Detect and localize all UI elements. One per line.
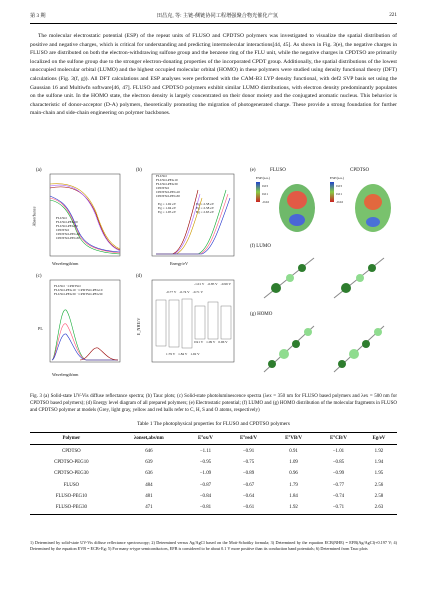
- cb-level-label: -0.71 V: [192, 290, 203, 294]
- panel-a-chart: [40, 170, 124, 270]
- panel-b-xlabel: Energy/eV: [170, 261, 189, 266]
- legend-item: FLUSO-PEG30: [56, 224, 78, 228]
- homo-orbital-image: [254, 320, 394, 380]
- table-cell: 1.95: [374, 471, 384, 477]
- table-cell: 639: [145, 459, 153, 465]
- bandgap-label: Eg = 1.94 eV: [158, 206, 177, 210]
- panel-c-legend: FLUSO · CPDTSO FLUSO-PEG10 · CPDTSO-PEG10 FLUSO-PEG30 · CPDTSO-PEG30: [54, 284, 103, 296]
- table-cell: 0.91: [289, 448, 298, 454]
- legend-item: CPDTSO-PEG30: [56, 236, 80, 240]
- table-cell: 646: [145, 448, 153, 454]
- table-cell: 484: [145, 482, 153, 488]
- table-row: [30, 445, 397, 457]
- table-cell: CPDTSO-PEG30: [54, 471, 89, 477]
- table-cell: −0.85: [332, 459, 345, 465]
- table-cell: −0.81: [199, 505, 212, 511]
- header-page-number: 221: [389, 12, 397, 18]
- panel-e-cpdtso-title: CPDTSO: [350, 168, 370, 173]
- panel-g-label: (g) HOMO: [250, 312, 273, 317]
- body-paragraph: The molecular electrostatic potential (ESP) of the repeat units of FLUSO and CPDTSO polymers was investigated to visualize the spatial distribution of positive and negative charges, which is critical for understanding and predicting intermolecular interactions[44, 45]. As shown in Fig. 3(e), the negative charges in FLUSO are distributed on both the electron-withdrawing sulfone group and the benzene ring of the FLU unit, while the negative charges in CPDTSO are primarily localized on the sulfone group due to the stronger electron-donating properties of the incorporated CPDT group. Additionally, the spatial distributions of the lowest unoccupied molecular orbital (LUMO) and the highest occupied molecular orbital (HOMO) in these polymers were studied using density functional theory (DFT) calculations (Fig. 3(f, g)). All DFT calculations and ESP analyses were performed with the CAM-B3 LYP density functional, with def2 SVP basis set using the Gaussian 16 and Multiwfn software[46, 47]. FLUSO and CPDTSO polymers exhibit similar LUMO distributions, with electron density predominantly populates on the sulfone unit. In the HOMO state, the electron density is largely concentrated on their donor moiety and the conjugated aromatic nucleus. This behavior is characteristic of donor-acceptor (D-A) polymers, theoretically promoting the migration of photogenerated charge. These provide a strong foundation for further main-chain and side-chain engineering on polymer backbones.: [30, 33, 397, 117]
- panel-a-legend: [56, 216, 80, 240]
- table-cell: FLUSO: [63, 482, 80, 488]
- panel-e-fluso-title: FLUSO: [270, 168, 286, 173]
- column-header: Eg/eV: [372, 436, 386, 442]
- table-cell: FLUSO-PEG10: [55, 494, 87, 500]
- panel-a-xlabel: Wavelength/nm: [52, 261, 79, 266]
- esp-scale-value: 0.03: [262, 184, 268, 188]
- cb-level-label: -1.01 V: [194, 282, 205, 286]
- table-cell: −0.95: [199, 459, 212, 465]
- legend-item: FLUSO-PEG30: [54, 292, 76, 296]
- panel-d-ylabel: E_NHE/V: [136, 317, 142, 336]
- panel-f-label: (f) LUMO: [250, 244, 271, 249]
- column-header: Polymer: [62, 436, 81, 442]
- bandgap-label: Eg = 2.58 eV: [196, 206, 215, 210]
- vb-level-label: 1.84 V: [178, 352, 188, 356]
- table-cell: 1.92: [289, 505, 298, 511]
- vb-level-label: 1.09 V: [206, 340, 216, 344]
- legend-item: CPDTSO-PEG30: [78, 292, 103, 296]
- legend-item: FLUSO: [54, 284, 65, 288]
- table-cell: CPDTSO-PEG10: [54, 459, 89, 465]
- table-cell: 471: [145, 505, 153, 511]
- legend-item: CPDTSO-PEG30: [156, 194, 180, 198]
- table-cell: CPDTSO: [61, 448, 81, 454]
- legend-item: CPDTSO-PEG10: [56, 232, 80, 236]
- table-cell: 481: [145, 494, 153, 500]
- legend-item: FLUSO: [156, 174, 167, 178]
- vb-level-label: 0.91 V: [194, 340, 204, 344]
- legend-item: CPDTSO: [67, 284, 81, 288]
- table-row: [30, 457, 397, 468]
- table-cell: −0.61: [242, 505, 255, 511]
- table-cell: −0.84: [199, 494, 212, 500]
- cpdtso-esp-molecule-image: [350, 180, 396, 236]
- table-cell: 2.63: [374, 505, 384, 511]
- table-cell: 1.92: [374, 448, 384, 454]
- esp-colorbar-cpdtso: [330, 182, 334, 202]
- table-cell: −1.01: [332, 448, 345, 454]
- legend-item: FLUSO-PEG10: [54, 288, 76, 292]
- esp-colorbar-fluso: [256, 182, 260, 202]
- table-header-row: [30, 433, 397, 445]
- panel-a-ylabel: Absorbance: [31, 206, 37, 227]
- panel-e-fluso-scale: [262, 182, 269, 206]
- table-row: [30, 502, 397, 514]
- page-header: [30, 12, 397, 24]
- fluso-esp-molecule-image: [274, 180, 320, 236]
- panel-b-legend: [156, 174, 180, 198]
- table-footnote: 1) Determined by solid-state UV-Vis diffuse reflectance spectroscopy; 2) Determined versus Ag/AgCl based on the Mott-Schottky formula; 3) Determined by the equation ECB(NHE) = EFB(Ag/AgCl)+0.197 V; 4) Determined by the equation EVB = ECB+Eg; 5) For many n-type semiconductors, EFB is considered to be about 0.1 V more positive than its conduction band potentials; 6) Determined from Tauc plots: [30, 540, 397, 551]
- legend-item: FLUSO-PEG10: [156, 178, 178, 182]
- table-cell: −0.91: [242, 448, 255, 454]
- column-header: E°VB/V: [285, 436, 303, 442]
- cb-level-label: -0.85 V: [207, 282, 218, 286]
- cb-level-label: -0.74 V: [179, 290, 190, 294]
- panel-d-vb-labels-2: [194, 340, 228, 344]
- header-title: 田昌克, 等: 主链-侧链协同工程增强聚合物光催化产氢: [156, 13, 278, 19]
- table-cell: 636: [145, 471, 153, 477]
- panel-c-label: (c): [36, 274, 42, 279]
- panel-d-vb-labels: [166, 352, 200, 356]
- legend-item: CPDTSO-PEG10: [78, 288, 103, 292]
- table-cell: 1.94: [374, 459, 384, 465]
- panel-d-cb-labels: [166, 290, 203, 294]
- table-cell: −1.11: [199, 448, 212, 454]
- panel-e-label: (e): [250, 168, 256, 173]
- table-cell: 2.58: [374, 494, 384, 500]
- legend-item: CPDTSO-PEG10: [156, 190, 180, 194]
- table-cell: −0.64: [242, 494, 255, 500]
- esp-scale-value: -0.02: [336, 200, 344, 204]
- panel-c-xlabel: Wavelength/nm: [52, 372, 79, 377]
- cb-level-label: -0.77 V: [166, 290, 177, 294]
- panel-e-cpdtso-esp: ESP/(a.u.): [330, 176, 344, 180]
- lumo-orbital-image: [254, 252, 394, 308]
- legend-item: FLUSO: [56, 216, 67, 220]
- table-cell: −0.71: [332, 505, 345, 511]
- table-cell: FLUSO-PEG30: [55, 505, 87, 511]
- vb-level-label: 0.96 V: [218, 340, 228, 344]
- bandgap-label: Eg = 1.92 eV: [158, 202, 177, 206]
- figure-caption: Fig. 3 (a) Solid-state UV-Vis diffuse reflectance spectra; (b) Tauc plots; (c) Solid-state photoluminescence spectra (λex = 350 nm for FLUSO based polymers and λex = 500 nm for CPDTSO based polymers); (d) Energy level diagram of all prepared polymers; (e) Electrostatic potential; (f) LUMO and (g) HOMO distribution of the molecular fragments in FLUSO and CPDTSO polymer at models (Grey, light gray, yellow and red balls refer to C, H, S and O atoms, respectively): [30, 394, 397, 414]
- esp-scale-value: 0.01: [336, 192, 342, 196]
- legend-item: CPDTSO: [56, 228, 70, 232]
- bandgap-label: Eg = 1.95 eV: [158, 210, 177, 214]
- table-cell: −0.99: [332, 471, 345, 477]
- table-cell: −0.75: [242, 459, 255, 465]
- properties-table: [30, 432, 397, 515]
- legend-item: CPDTSO: [156, 186, 170, 190]
- panel-b-annotations: [158, 202, 176, 214]
- column-header: E°red/V: [239, 436, 258, 442]
- table-cell: −0.87: [199, 482, 212, 488]
- esp-scale-value: 0.03: [336, 184, 342, 188]
- panel-c-ylabel: PL: [38, 326, 43, 331]
- legend-item: FLUSO-PEG30: [156, 182, 178, 186]
- panel-d-label: (d): [136, 274, 142, 279]
- table-cell: −1.09: [199, 471, 212, 477]
- panel-b-label: (b): [136, 168, 142, 173]
- table-cell: −0.77: [332, 482, 345, 488]
- column-header: E°ox/V: [197, 436, 213, 442]
- panel-a-label: (a): [36, 168, 42, 173]
- bandgap-label: Eg = 2.63 eV: [196, 210, 215, 214]
- column-header: E°CB/V: [330, 436, 347, 442]
- cb-level-label: -0.99 V: [220, 282, 231, 286]
- table-cell: −0.89: [242, 471, 255, 477]
- table-cell: 2.56: [374, 482, 384, 488]
- header-issue: 第 3 期: [30, 13, 46, 19]
- panel-d-cb-labels-2: [194, 282, 231, 286]
- table-cell: −0.67: [242, 482, 255, 488]
- bandgap-label: Eg = 2.58 eV: [196, 202, 215, 206]
- panel-e-cpdtso-scale: [336, 182, 343, 206]
- esp-scale-value: 0.01: [262, 192, 268, 196]
- panel-b-annotations-right: [196, 202, 214, 214]
- legend-item: FLUSO-PEG10: [56, 220, 78, 224]
- table-cell: 1.84: [289, 494, 298, 500]
- esp-scale-value: -0.02: [262, 200, 270, 204]
- table-row: [30, 480, 397, 491]
- panel-e-fluso-esp: ESP/(a.u.): [256, 176, 270, 180]
- table-row: [30, 491, 397, 502]
- vb-level-label: 1.92 V: [190, 352, 200, 356]
- table-title: Table 1 The photophysical properties for FLUSO and CPDTSO polymers: [137, 421, 290, 427]
- table-cell: 0.96: [289, 471, 298, 477]
- table-cell: −0.74: [332, 494, 345, 500]
- vb-level-label: 1.79 V: [166, 352, 176, 356]
- figure-3: [30, 166, 397, 388]
- column-header: λonset,abs/nm: [134, 436, 164, 442]
- table-cell: 1.79: [289, 482, 298, 488]
- table-row: [30, 468, 397, 479]
- table-cell: 1.09: [289, 459, 298, 465]
